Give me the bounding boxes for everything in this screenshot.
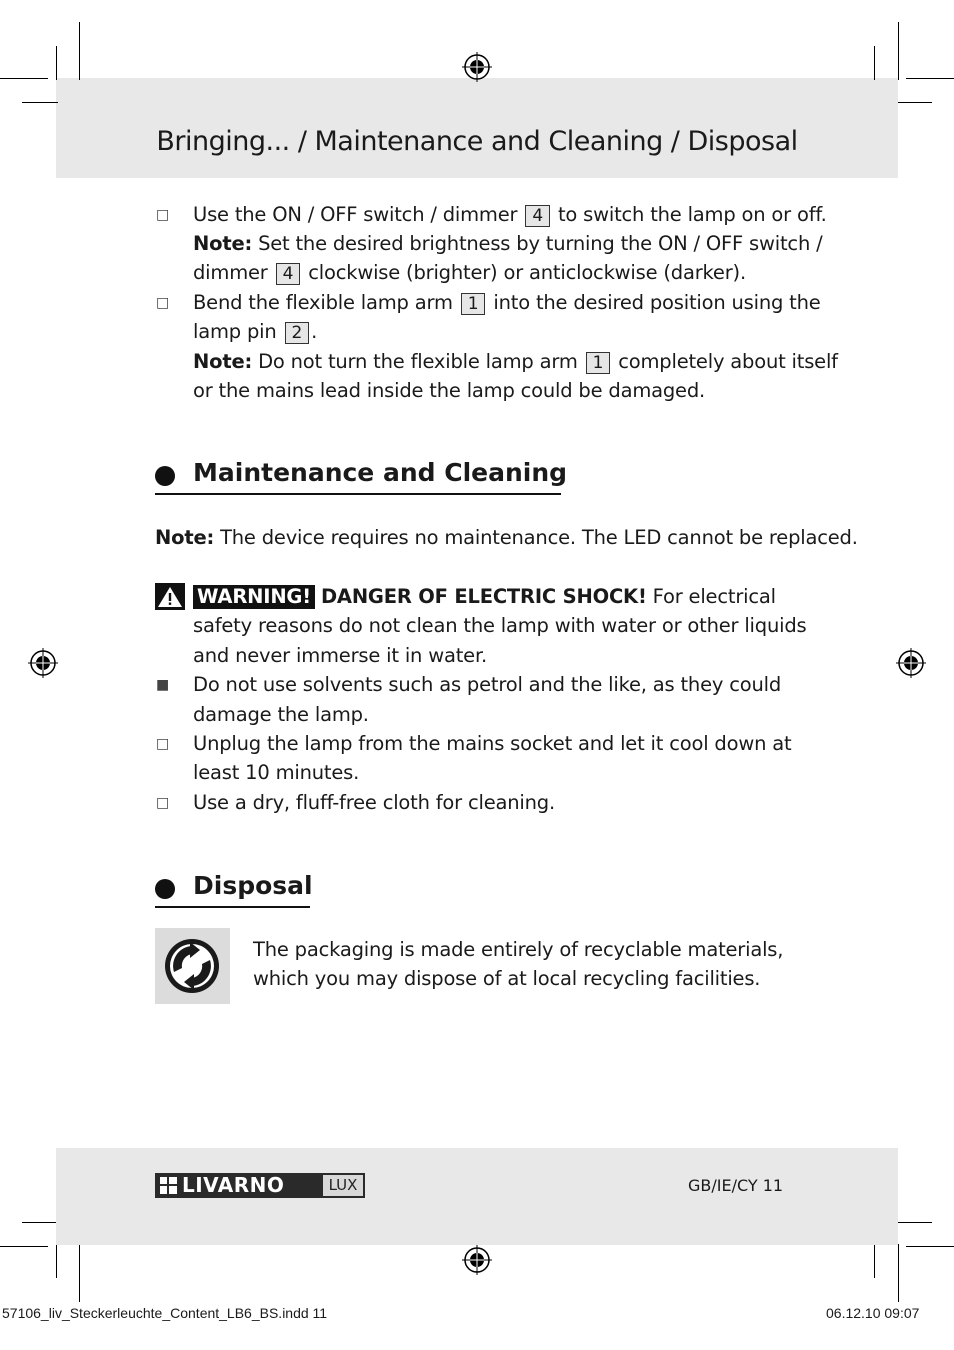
operation-item-line (193, 200, 827, 230)
crop-mark (79, 22, 80, 80)
crop-mark (874, 46, 875, 80)
page-title: Bringing... / Maintenance and Cleaning / Disposal (156, 126, 798, 157)
operation-item-line (193, 317, 317, 347)
part-number-box: 4 (525, 205, 550, 227)
checkbox-bullet-icon: □ (156, 736, 170, 752)
crop-mark (906, 1246, 954, 1247)
operation-item-line (193, 288, 821, 318)
checkbox-bullet-icon: □ (156, 295, 170, 311)
note-label: Note: (193, 350, 253, 373)
crop-mark (79, 1244, 80, 1302)
heading-underline (155, 906, 310, 908)
section-bullet-icon (155, 466, 175, 486)
crop-mark (898, 102, 932, 103)
danger-text: DANGER OF ELECTRIC SHOCK! (320, 585, 647, 608)
text-span: dimmer (193, 261, 268, 284)
part-number-box: 1 (461, 293, 486, 315)
disposal-text: The packaging is made entirely of recyclable materials, (253, 938, 784, 961)
operation-note-line (193, 229, 822, 259)
text-span: The device requires no maintenance. The LED cannot be replaced. (220, 526, 858, 549)
section-bullet-icon (155, 879, 175, 899)
text-span: completely about itself (618, 350, 838, 373)
note-label: Note: (193, 232, 253, 255)
maintenance-item-line: Do not use solvents such as petrol and the like, as they could (193, 673, 782, 696)
warning-label: WARNING! (193, 585, 315, 609)
part-number-box: 4 (276, 263, 301, 285)
maintenance-item-line: Unplug the lamp from the mains socket and let it cool down at (193, 732, 792, 755)
slug-filename: 57106_liv_Steckerleuchte_Content_LB6_BS.indd 11 (2, 1305, 328, 1321)
crop-mark (898, 1244, 899, 1302)
brand-name: LIVARNO (182, 1173, 285, 1197)
disposal-text: which you may dispose of at local recycling facilities. (253, 967, 761, 990)
warning-triangle-icon (155, 583, 185, 610)
text-span: Bend the flexible lamp arm (193, 291, 453, 314)
recycling-box (155, 928, 230, 1004)
operation-note-line (193, 347, 838, 377)
registration-mark-icon (28, 648, 58, 678)
maintenance-note (155, 523, 858, 553)
maintenance-item-line: least 10 minutes. (193, 761, 360, 784)
warning-line (193, 582, 776, 612)
operation-note-line (193, 258, 746, 288)
heading-underline (155, 493, 561, 495)
crop-mark (56, 1244, 57, 1278)
note-label: Note: (155, 526, 215, 549)
warning-line: and never immerse it in water. (193, 644, 487, 667)
brand-suffix: LUX (323, 1175, 363, 1196)
text-span: or the mains lead inside the lamp could be damaged. (193, 379, 706, 402)
maintenance-item-line: damage the lamp. (193, 703, 369, 726)
crop-mark (22, 102, 58, 103)
green-dot-recycling-icon (164, 938, 220, 994)
text-span: into the desired position using the (493, 291, 821, 314)
crop-mark (22, 1222, 58, 1223)
crop-mark (906, 78, 954, 79)
slug-timestamp: 06.12.10 09:07 (826, 1305, 920, 1321)
text-span: Set the desired brightness by turning the ON / OFF switch / (258, 232, 823, 255)
page-number: GB/IE/CY 11 (688, 1176, 784, 1195)
crop-mark (898, 1222, 932, 1223)
warning-line: safety reasons do not clean the lamp with water or other liquids (193, 614, 807, 637)
operation-note-line (193, 376, 705, 406)
text-span: . (311, 320, 318, 343)
text-span: lamp pin (193, 320, 277, 343)
registration-mark-icon (896, 648, 926, 678)
part-number-box: 2 (285, 322, 310, 344)
section-heading-disposal: Disposal (193, 871, 313, 900)
registration-mark-icon (462, 52, 492, 82)
maintenance-item-line: Use a dry, fluff-free cloth for cleaning. (193, 791, 555, 814)
part-number-box: 1 (586, 352, 611, 374)
crop-mark (874, 1244, 875, 1278)
crop-mark (0, 78, 48, 79)
crop-mark (56, 46, 57, 80)
checkbox-bullet-icon: □ (156, 795, 170, 811)
logo-mark-icon (160, 1177, 177, 1194)
registration-mark-icon (462, 1245, 492, 1275)
crop-mark (0, 1246, 48, 1247)
text-span: Use the ON / OFF switch / dimmer (193, 203, 518, 226)
text-span: Do not turn the flexible lamp arm (258, 350, 578, 373)
text-span: clockwise (brighter) or anticlockwise (darker). (308, 261, 746, 284)
square-bullet-icon: ■ (156, 677, 170, 693)
text-span: to switch the lamp on or off. (557, 203, 827, 226)
checkbox-bullet-icon: □ (156, 207, 170, 223)
text-span: For electrical (652, 585, 776, 608)
brand-logo (155, 1173, 365, 1198)
section-heading-maintenance: Maintenance and Cleaning (193, 458, 568, 487)
crop-mark (898, 22, 899, 80)
